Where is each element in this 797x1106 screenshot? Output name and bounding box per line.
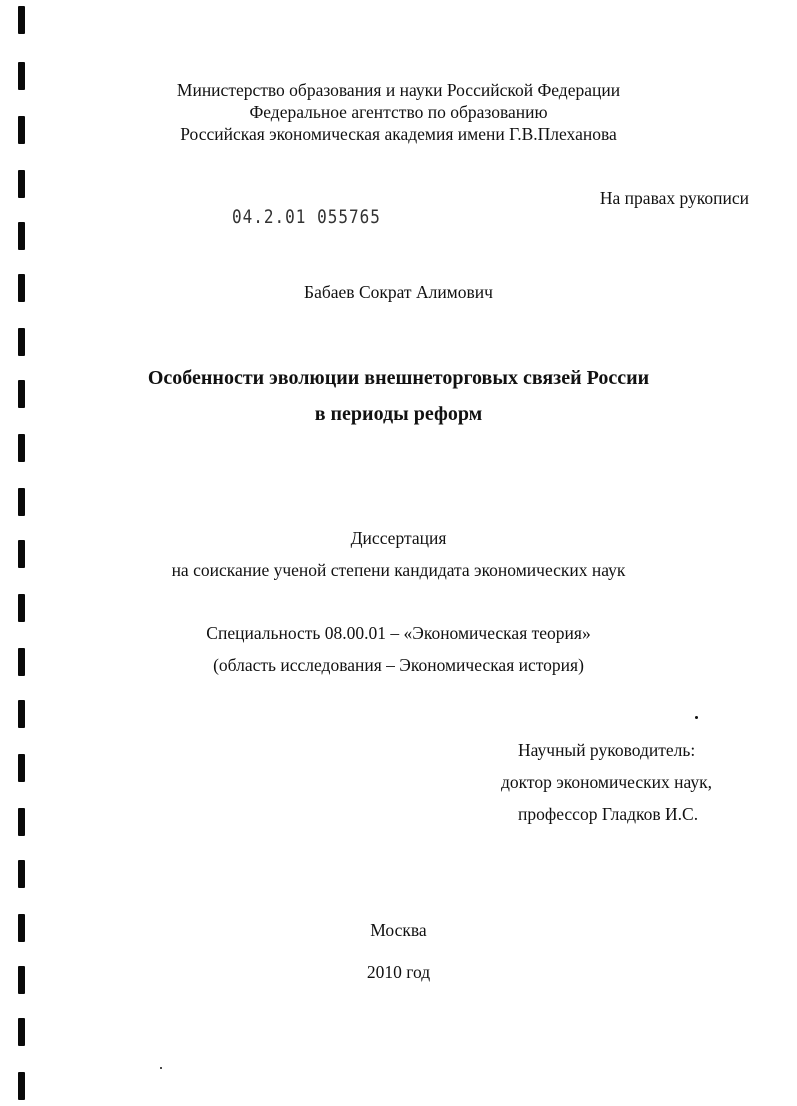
year: 2010 год	[366, 962, 431, 982]
binding-mark	[18, 754, 25, 782]
ministry-line: Министерство образования и науки Российской Федерации	[176, 80, 621, 100]
scan-speck	[695, 716, 698, 719]
binding-mark	[18, 170, 25, 198]
binding-mark	[18, 434, 25, 462]
agency-line: Федеральное агентство по образованию	[249, 102, 548, 122]
binding-mark	[18, 6, 25, 34]
binding-mark	[18, 488, 25, 516]
binding-mark	[18, 222, 25, 250]
binding-mark	[18, 594, 25, 622]
title-line-2: в периоды реформ	[314, 403, 483, 425]
supervisor-label: Научный руководитель:	[518, 740, 696, 760]
supervisor-name: профессор Гладков И.С.	[518, 804, 699, 824]
binding-mark	[18, 700, 25, 728]
manuscript-note: На правах рукописи	[599, 188, 749, 208]
work-type-label: Диссертация	[350, 528, 447, 548]
title-line-1: Особенности эволюции внешнеторговых связей России	[147, 367, 650, 389]
city: Москва	[370, 920, 427, 940]
binding-mark	[18, 1072, 25, 1100]
binding-mark	[18, 860, 25, 888]
specialty-area: (область исследования – Экономическая история)	[213, 655, 584, 675]
binding-mark	[18, 808, 25, 836]
author-name: Бабаев Сократ Алимович	[304, 282, 493, 302]
supervisor-degree: доктор экономических наук,	[501, 772, 712, 792]
academy-line: Российская экономическая академия имени Г.В.Плеханова	[180, 124, 617, 144]
work-type-purpose: на соискание ученой степени кандидата экономических наук	[171, 560, 626, 580]
scan-speck	[160, 1067, 162, 1069]
binding-mark	[18, 328, 25, 356]
specialty-code: Специальность 08.00.01 – «Экономическая теория»	[206, 623, 591, 643]
binding-mark	[18, 1018, 25, 1046]
registration-stamp: 04.2.01 055765	[232, 205, 381, 228]
